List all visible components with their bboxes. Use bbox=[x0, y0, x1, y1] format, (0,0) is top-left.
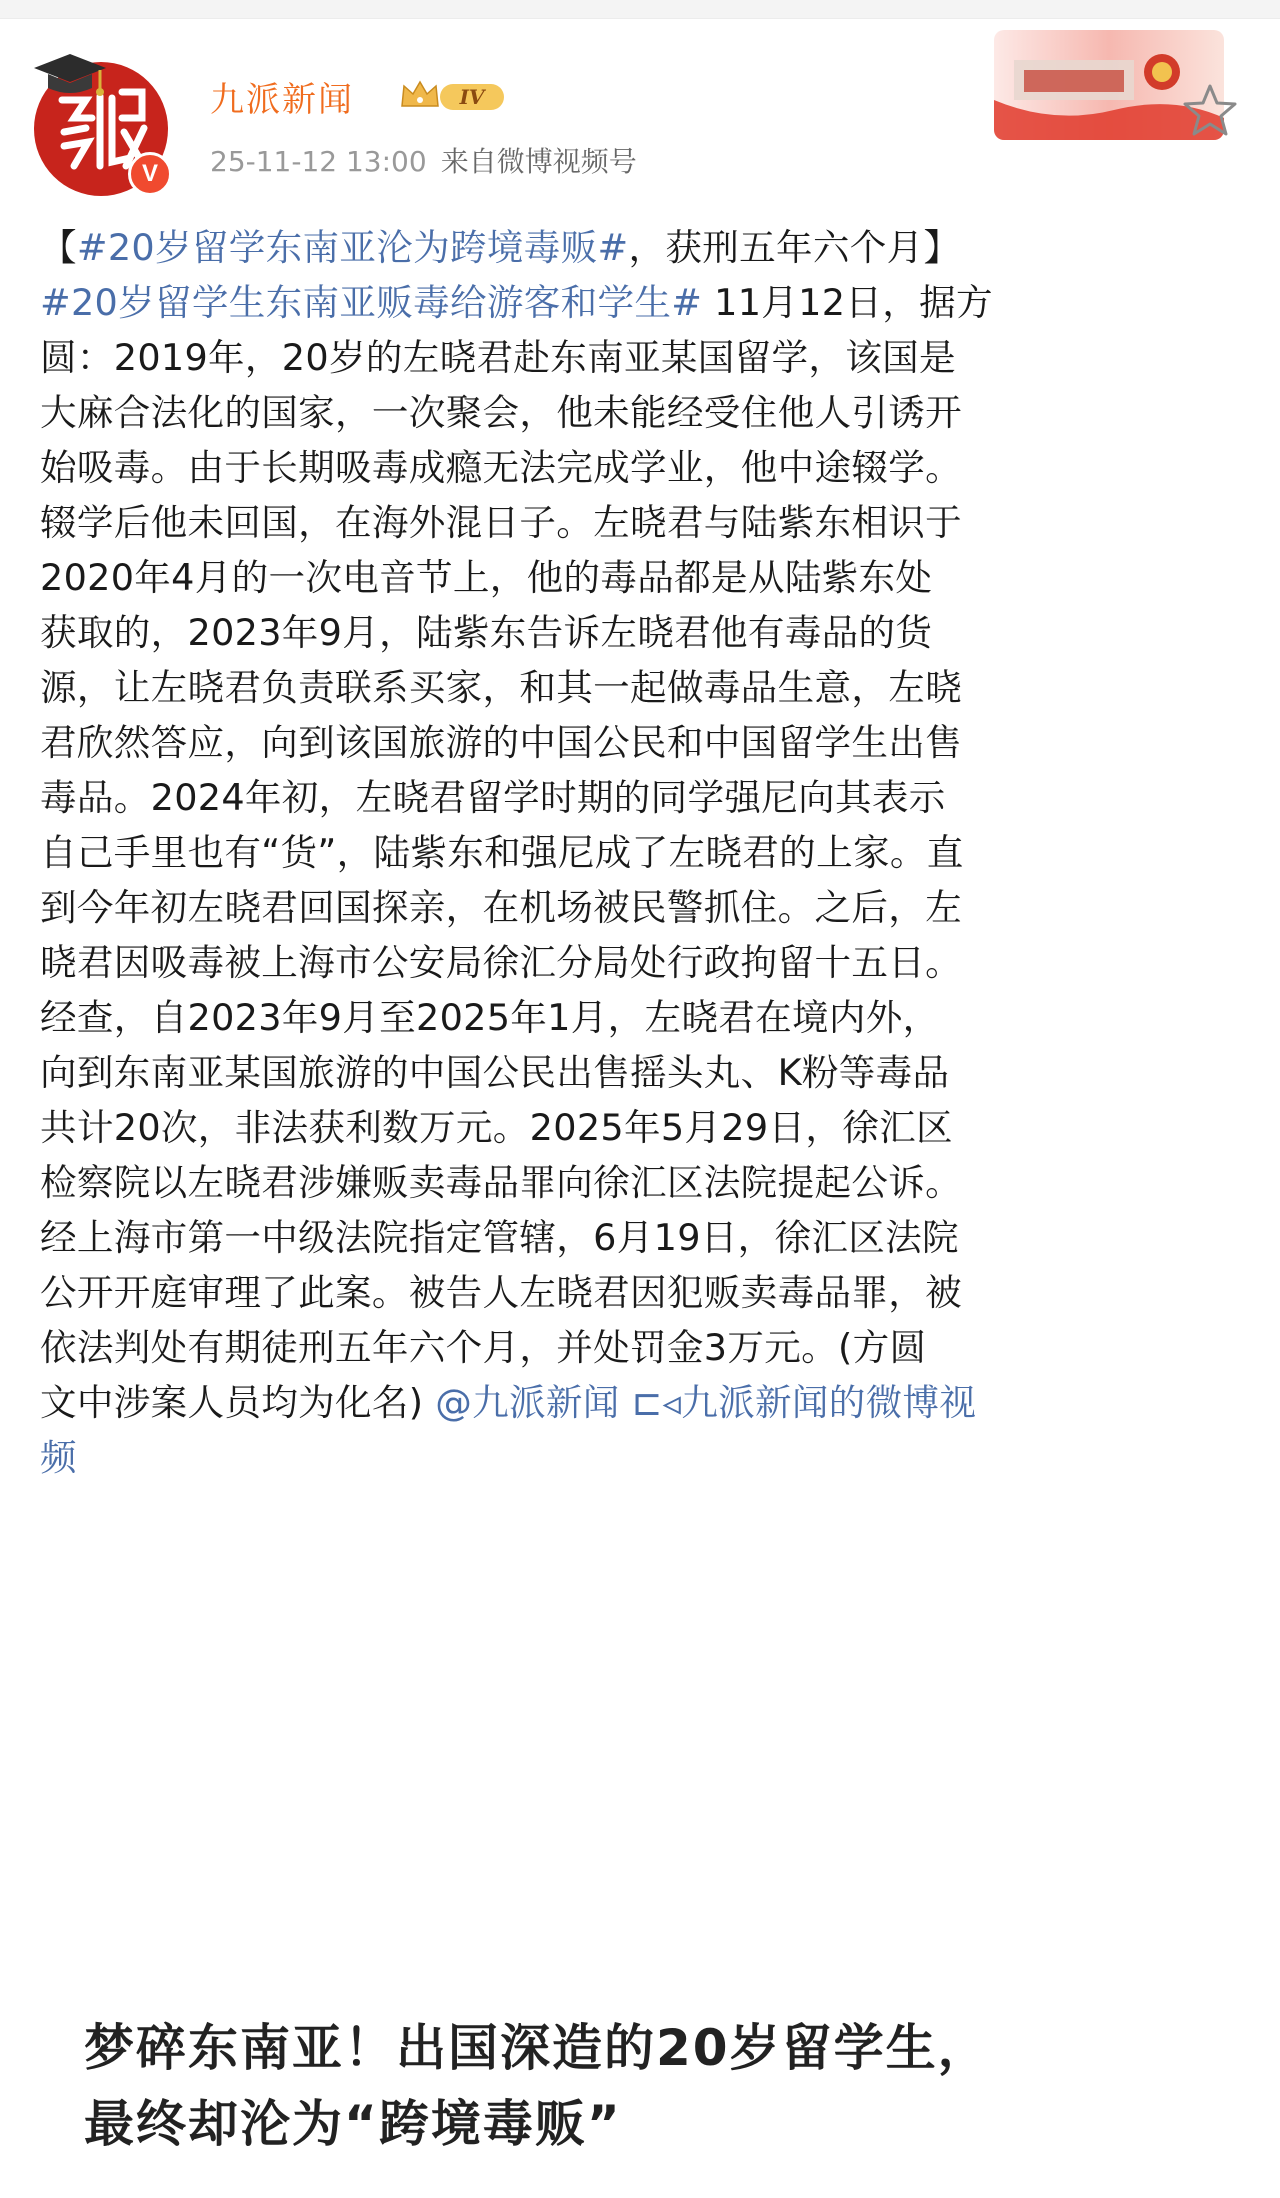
post-text-segment: 11月12日，据方 bbox=[702, 281, 993, 324]
video-caption-line: 梦碎东南亚！出国深造的20岁留学生， bbox=[84, 2019, 990, 2077]
post-text-line bbox=[40, 1430, 1240, 1485]
post-header bbox=[34, 42, 1246, 192]
post-text-line bbox=[40, 440, 1240, 495]
post-link[interactable]: #20岁留学东南亚沦为跨境毒贩# bbox=[76, 226, 629, 269]
post-text-line bbox=[40, 1210, 1240, 1265]
post-text-segment: 到今年初左晓君回国探亲，在机场被民警抓住。之后，左 bbox=[40, 886, 962, 929]
post-text-line bbox=[40, 935, 1240, 990]
post-text-segment: 辍学后他未回国，在海外混日子。左晓君与陆紫东相识于 bbox=[40, 501, 962, 544]
post-text-segment: 君欣然答应，向到该国旅游的中国公民和中国留学生出售 bbox=[40, 721, 962, 764]
video-thumbnail[interactable] bbox=[0, 1920, 1280, 2198]
post-text-segment bbox=[620, 1381, 632, 1424]
post-text-line bbox=[40, 1045, 1240, 1100]
post-text-line bbox=[40, 605, 1240, 660]
post-text-segment: 检察院以左晓君涉嫌贩卖毒品罪向徐汇区法院提起公诉。 bbox=[40, 1161, 962, 1204]
post-text-line bbox=[40, 1265, 1240, 1320]
post-text-line bbox=[40, 1155, 1240, 1210]
post-text-segment: 大麻合法化的国家，一次聚会，他未能经受住他人引诱开 bbox=[40, 391, 962, 434]
post-text-segment: 毒品。2024年初，左晓君留学时期的同学强尼向其表示 bbox=[40, 776, 946, 819]
post-text-segment: 源，让左晓君负责联系买家，和其一起做毒品生意，左晓 bbox=[40, 666, 962, 709]
post-text-line bbox=[40, 825, 1240, 880]
post-text-segment: ，获刑五年六个月】 bbox=[628, 226, 961, 269]
post-text-segment: 圆：2019年，20岁的左晓君赴东南亚某国留学，该国是 bbox=[40, 336, 956, 379]
post-text-segment: 获取的，2023年9月，陆紫东告诉左晓君他有毒品的货 bbox=[40, 611, 933, 654]
avatar[interactable] bbox=[34, 62, 170, 198]
post-text-line bbox=[40, 715, 1240, 770]
post-text-segment: 经上海市第一中级法院指定管辖，6月19日，徐汇区法院 bbox=[40, 1216, 959, 1259]
post-text-segment: 向到东南亚某国旅游的中国公民出售摇头丸、K粉等毒品 bbox=[40, 1051, 950, 1094]
post-text-line bbox=[40, 1100, 1240, 1155]
account-name[interactable]: 九派新闻 bbox=[210, 80, 354, 120]
post-text-line bbox=[40, 1375, 1240, 1430]
post-link[interactable]: @九派新闻 bbox=[435, 1381, 620, 1424]
video-caption bbox=[84, 2010, 990, 2162]
post-text-segment: 文中涉案人员均为化名) bbox=[40, 1381, 436, 1424]
post-text-line bbox=[40, 495, 1240, 550]
post-text-segment: 公开开庭审理了此案。被告人左晓君因犯贩卖毒品罪，被 bbox=[40, 1271, 962, 1314]
post-text-segment: 自己手里也有“货”，陆紫东和强尼成了左晓君的上家。直 bbox=[40, 831, 964, 874]
post-text-line bbox=[40, 220, 1240, 275]
star-icon[interactable] bbox=[1180, 80, 1240, 140]
svg-text:IV: IV bbox=[459, 85, 485, 109]
post-link[interactable]: ⊏◃九派新闻的微博视 bbox=[631, 1381, 977, 1424]
video-caption-line: 最终却沦为“跨境毒贩” bbox=[84, 2095, 622, 2153]
post-timestamp: 25-11-12 13:00 bbox=[210, 145, 427, 178]
post-text-line bbox=[40, 330, 1240, 385]
post-text-line bbox=[40, 385, 1240, 440]
post-text-segment: 【 bbox=[40, 226, 77, 269]
post-source[interactable]: 来自微博视频号 bbox=[440, 145, 637, 178]
top-strip bbox=[0, 0, 1280, 19]
post-text-segment: 2020年4月的一次电音节上，他的毒品都是从陆紫东处 bbox=[40, 556, 933, 599]
post-text-line bbox=[40, 1320, 1240, 1375]
post-meta bbox=[210, 140, 637, 180]
post-link[interactable]: #20岁留学生东南亚贩毒给游客和学生# bbox=[40, 281, 703, 324]
post-text-line bbox=[40, 880, 1240, 935]
post-text-line bbox=[40, 990, 1240, 1045]
crown-level-icon bbox=[398, 76, 508, 116]
post-text-line bbox=[40, 660, 1240, 715]
post-text-segment: 共计20次，非法获利数万元。2025年5月29日，徐汇区 bbox=[40, 1106, 953, 1149]
post-text-segment: 经查，自2023年9月至2025年1月，左晓君在境内外， bbox=[40, 996, 940, 1039]
post-link[interactable]: 频 bbox=[40, 1436, 77, 1479]
verified-v-icon: V bbox=[128, 152, 172, 196]
post-text-segment: 晓君因吸毒被上海市公安局徐汇分局处行政拘留十五日。 bbox=[40, 941, 962, 984]
post-text-segment: 依法判处有期徒刑五年六个月，并处罚金3万元。(方圆 bbox=[40, 1326, 927, 1369]
post-text-segment: 始吸毒。由于长期吸毒成瘾无法完成学业，他中途辍学。 bbox=[40, 446, 962, 489]
graduation-cap-icon bbox=[30, 46, 110, 106]
post-text-line bbox=[40, 275, 1240, 330]
post-text-line bbox=[40, 550, 1240, 605]
post-text bbox=[40, 220, 1240, 1485]
post-text-line bbox=[40, 770, 1240, 825]
